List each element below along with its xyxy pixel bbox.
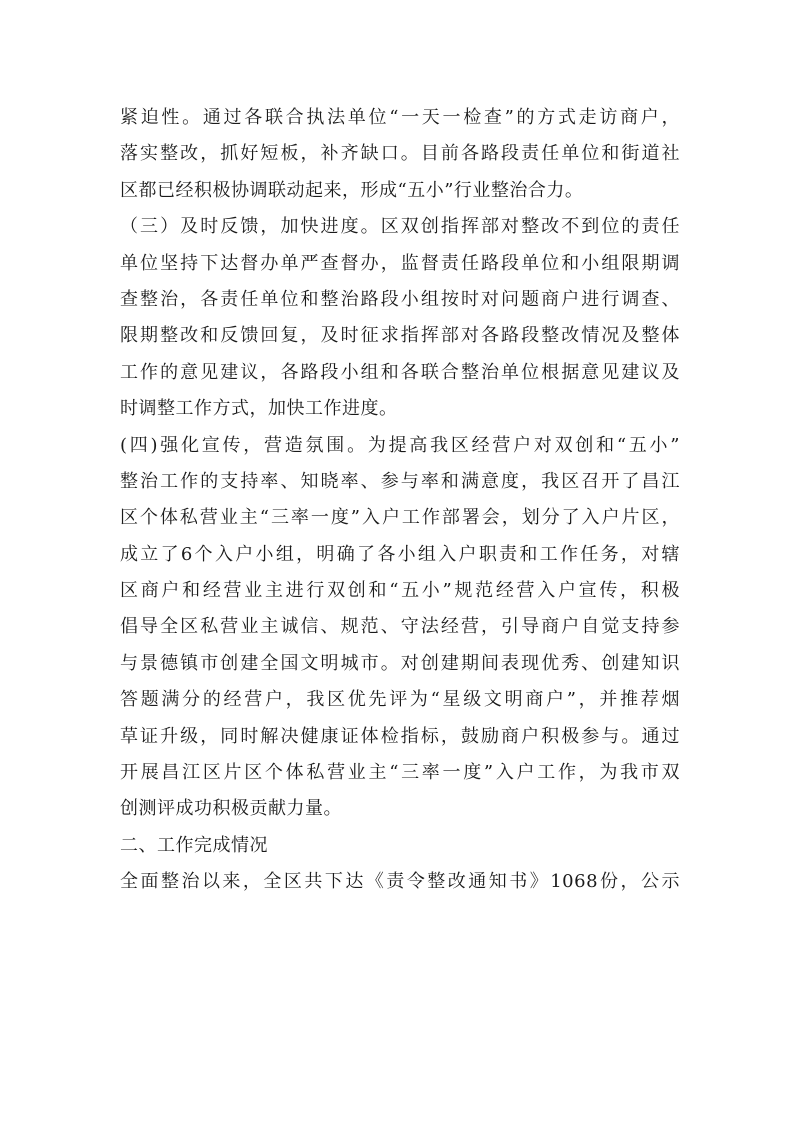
document-body [120,100,680,901]
text-line: 草证升级，同时解决健康证体检指标，鼓励商户积极参与。通过 [120,725,680,747]
text-line: 成立了6个入户小组，明确了各小组入户职责和工作任务，对辖 [120,543,680,565]
text-line: 查整治，各责任单位和整治路段小组按时对问题商户进行调查、 [120,288,680,310]
text-line: 区都已经积极协调联动起来，形成“五小”行业整治合力。 [120,179,584,201]
text-line: 工作的意见建议，各路段小组和各联合整治单位根据意见建议及 [120,361,680,383]
text-line: （三）及时反馈，加快进度。区双创指挥部对整改不到位的责任 [120,216,680,238]
text-line: 整治工作的支持率、知晓率、参与率和满意度，我区召开了昌江 [120,470,680,492]
text-line: 落实整改，抓好短板，补齐缺口。目前各路段责任单位和街道社 [120,143,680,165]
text-line: 创测评成功积极贡献力量。 [120,798,342,820]
section-heading: 二、工作完成情况 [120,834,268,856]
text-line: 限期整改和反馈回复，及时征求指挥部对各路段整改情况及整体 [120,325,680,347]
text-line: 答题满分的经营户，我区优先评为“星级文明商户”，并推荐烟 [120,689,680,711]
text-line: 倡导全区私营业主诚信、规范、守法经营，引导商户自觉支持参 [120,616,680,638]
text-line: 紧迫性。通过各联合执法单位“一天一检查”的方式走访商户， [120,107,680,128]
text-line: 与景德镇市创建全国文明城市。对创建期间表现优秀、创建知识 [120,652,680,674]
text-line: 时调整工作方式，加快工作进度。 [120,398,398,420]
text-line: (四)强化宣传，营造氛围。为提高我区经营户对双创和“五小” [120,434,680,456]
text-line: 单位坚持下达督办单严查督办，监督责任路段单位和小组限期调 [120,252,680,274]
text-line: 全面整治以来，全区共下达《责令整改通知书》1068份，公示 [120,871,680,893]
text-line: 开展昌江区片区个体私营业主“三率一度”入户工作，为我市双 [120,762,680,784]
text-line: 区商户和经营业主进行双创和“五小”规范经营入户宣传，积极 [120,580,680,602]
text-line: 区个体私营业主“三率一度”入户工作部署会，划分了入户片区， [120,507,680,529]
